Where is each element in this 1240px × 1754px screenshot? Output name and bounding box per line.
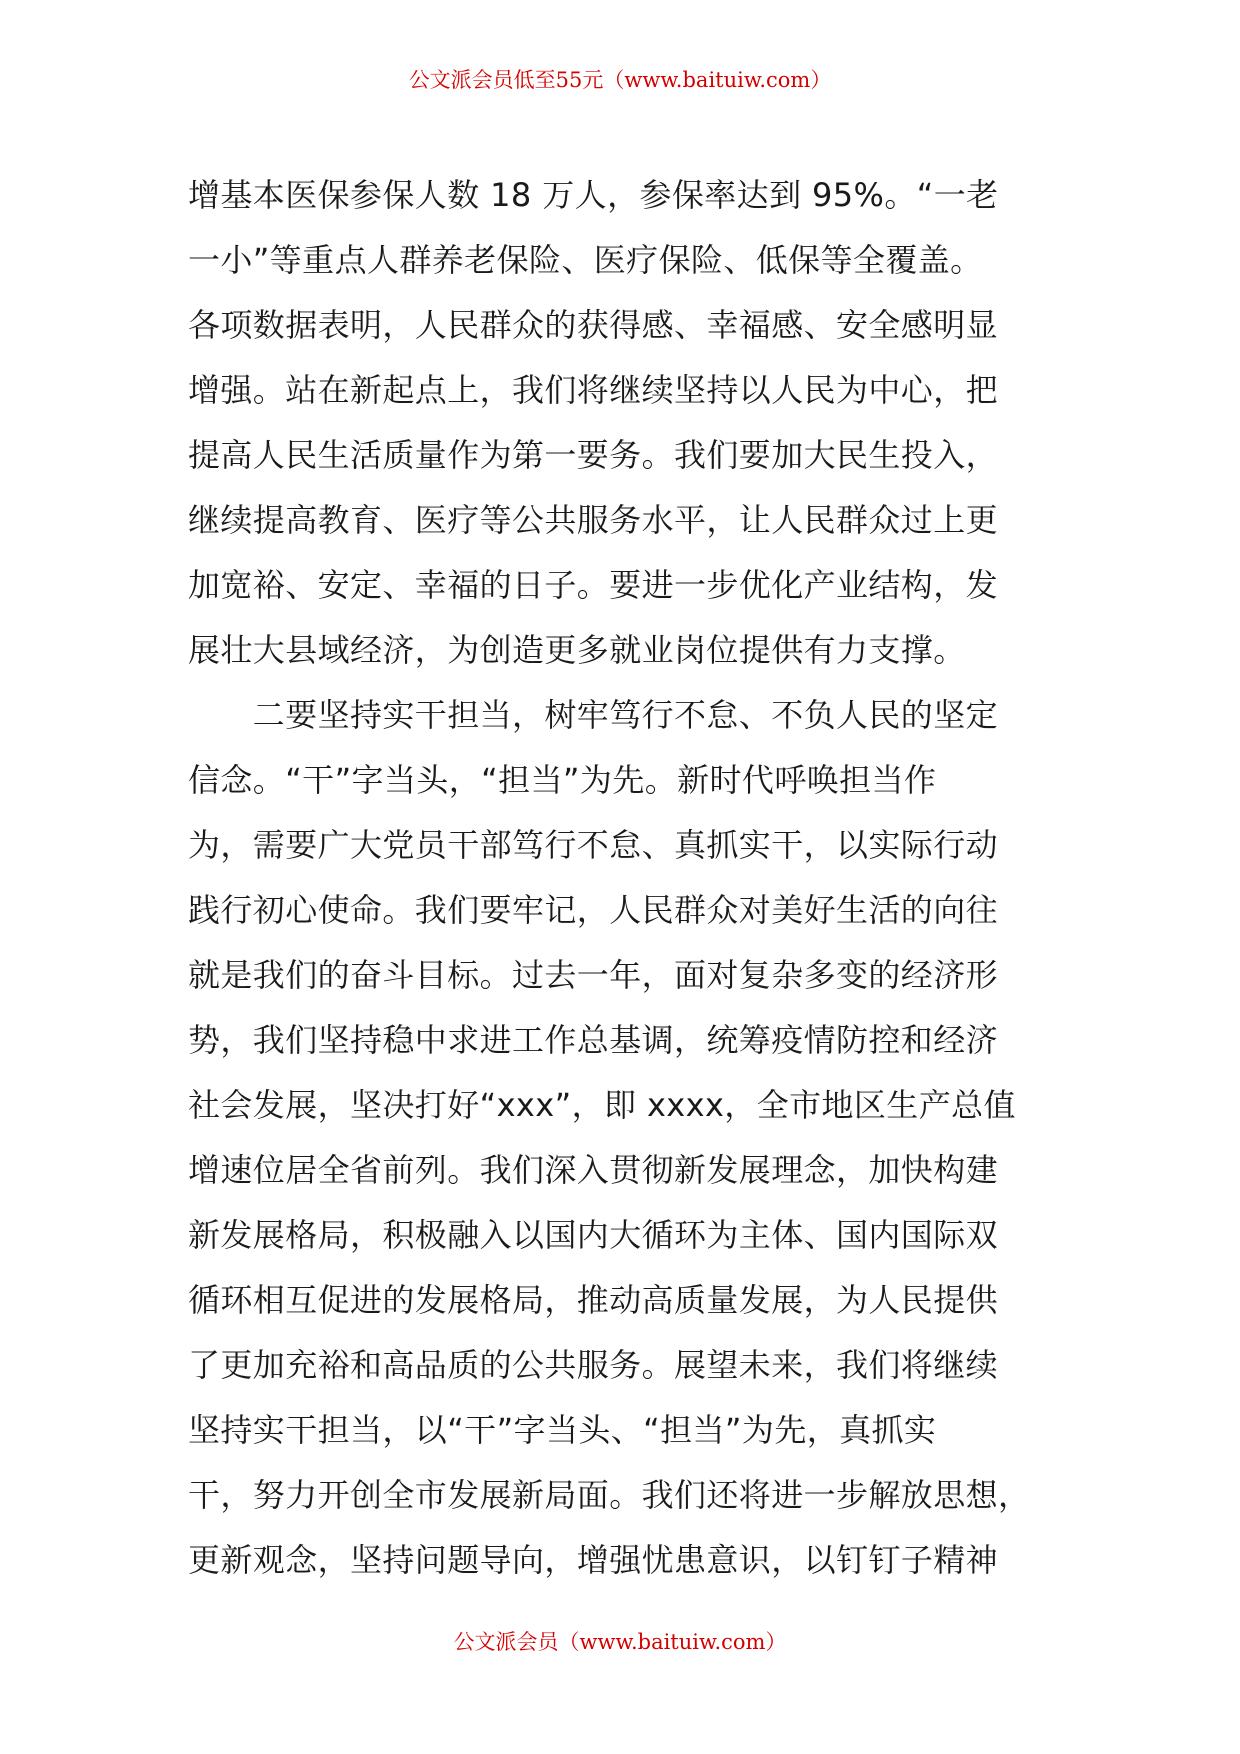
text-line: 社会发展，坚决打好“xxx”，即 xxxx，全市地区生产总值 [188,1086,1016,1124]
text-line: 势，我们坚持稳中求进工作总基调，统筹疫情防控和经济 [188,1021,999,1059]
text-line: 增强。站在新起点上，我们将继续坚持以人民为中心，把 [188,371,999,409]
text-line: 坚持实干担当，以“干”字当头、“担当”为先，真抓实 [188,1411,937,1449]
text-line: 了更加充裕和高品质的公共服务。展望未来，我们将继续 [188,1346,999,1384]
text-line: 各项数据表明，人民群众的获得感、幸福感、安全感明显 [188,306,999,344]
text-line: 新发展格局，积极融入以国内大循环为主体、国内国际双 [188,1216,999,1254]
text-line: 一小”等重点人群养老保险、医疗保险、低保等全覆盖。 [188,241,983,279]
text-line: 加宽裕、安定、幸福的日子。要进一步优化产业结构，发 [188,566,999,604]
text-line: 循环相互促进的发展格局，推动高质量发展，为人民提供 [188,1281,999,1319]
document-body [188,163,1088,1593]
text-line: 继续提高教育、医疗等公共服务水平，让人民群众过上更 [188,501,999,539]
text-line: 就是我们的奋斗目标。过去一年，面对复杂多变的经济形 [188,956,999,994]
text-line: 增基本医保参保人数 18 万人，参保率达到 95%。“一老 [188,176,999,214]
paragraph-start-line: 二要坚持实干担当，树牢笃行不怠、不负人民的坚定 [188,696,999,734]
text-line: 增速位居全省前列。我们深入贯彻新发展理念，加快构建 [188,1151,999,1189]
text-line: 信念。“干”字当头，“担当”为先。新时代呼唤担当作 [188,761,937,799]
text-line: 干，努力开创全市发展新局面。我们还将进一步解放思想， [188,1476,1031,1514]
text-line: 提高人民生活质量作为第一要务。我们要加大民生投入， [188,436,999,474]
text-line: 践行初心使命。我们要牢记，人民群众对美好生活的向往 [188,891,999,929]
page-footer-watermark: 公文派会员（www.baituiw.com） [453,1630,787,1654]
text-line: 更新观念，坚持问题导向，增强忧患意识，以钉钉子精神 [188,1541,999,1579]
text-line: 展壮大县域经济，为创造更多就业岗位提供有力支撑。 [188,631,966,669]
text-line: 为，需要广大党员干部笃行不怠、真抓实干，以实际行动 [188,826,999,864]
page-header-watermark: 公文派会员低至55元（www.baituiw.com） [408,68,832,92]
